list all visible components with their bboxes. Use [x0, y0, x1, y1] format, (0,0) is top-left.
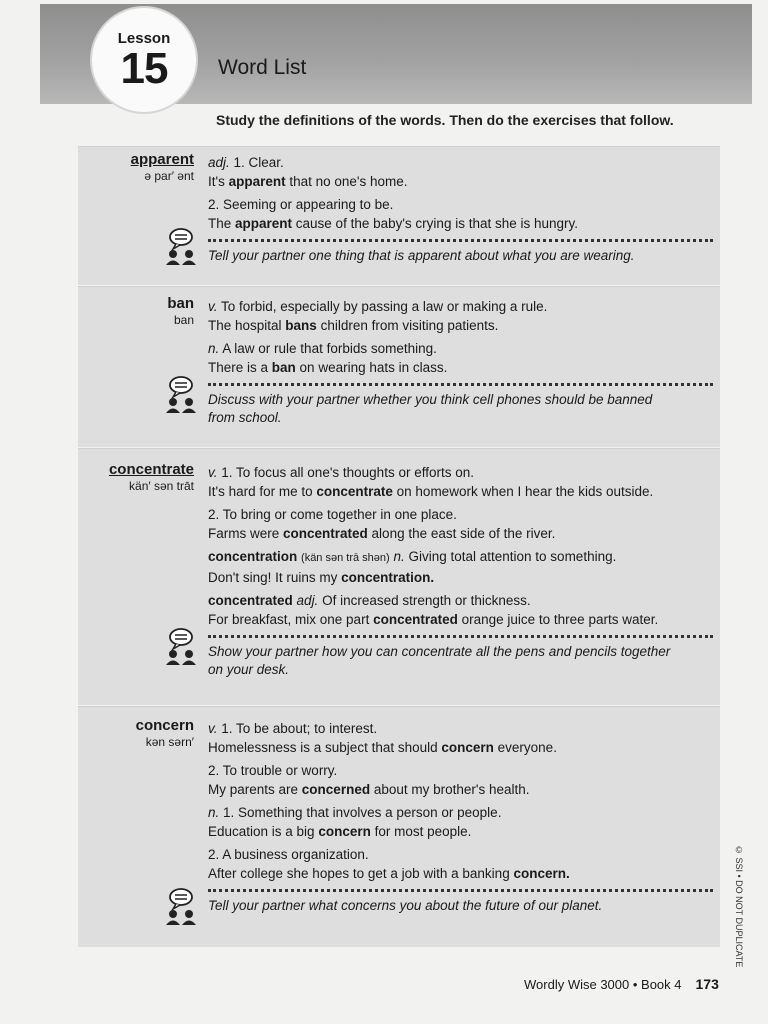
entry-definitions: v. To forbid, especially by passing a law or making a rule. The hospital bans children from visiting patients. n. A law or rule that forbids something. There is a ban on wearing hats in class. Discuss with your partner whether you think cell phones should be banned from school.	[208, 297, 713, 427]
partner-prompt-cont: from school.	[208, 410, 282, 425]
partner-prompt: Tell your partner one thing that is apparent about what you are wearing.	[208, 248, 635, 263]
dotted-divider	[208, 635, 713, 638]
page-number: 173	[695, 976, 719, 992]
copyright-notice: © SSI • DO NOT DUPLICATE	[734, 845, 744, 968]
partner-prompt-cont: on your desk.	[208, 662, 290, 677]
partner-discussion-icon	[164, 887, 198, 927]
book-title: Wordly Wise 3000 • Book 4	[524, 977, 682, 992]
lesson-number: 15	[120, 44, 168, 93]
entry-word: apparent	[130, 151, 194, 168]
entry-pronunciation: kän′ sən trāt	[129, 479, 194, 493]
entry-ban	[78, 286, 720, 447]
entry-apparent	[78, 146, 720, 285]
page-footer	[524, 976, 719, 992]
partner-prompt: Show your partner how you can concentrate all the pens and pencils together	[208, 644, 671, 659]
entry-concentrate	[78, 448, 720, 705]
entry-pronunciation: ban	[173, 313, 194, 327]
dotted-divider	[208, 383, 713, 386]
partner-discussion-icon	[164, 227, 198, 267]
lesson-badge	[92, 8, 196, 112]
partner-prompt: Discuss with your partner whether you think cell phones should be banned	[208, 392, 653, 407]
dotted-divider	[208, 889, 713, 892]
partner-discussion-icon	[164, 375, 198, 415]
entry-word: concentrate	[108, 461, 194, 478]
instructions: Study the definitions of the words. Then do the exercises that follow.	[216, 112, 674, 128]
entry-definitions: v. 1. To be about; to interest. Homelessness is a subject that should concern everyone. 2. To trouble or worry. My parents are concerned about my brother's health. n. 1. Something that involves a person or people. Education is a big concern for most people. 2. A business organization. After college she hopes to get a job with a banking concern. Tell your partner what concerns you about the future of our planet.	[208, 719, 713, 915]
entry-pronunciation: kən sərn′	[145, 735, 194, 749]
partner-prompt: Tell your partner what concerns you about the future of our planet.	[208, 898, 603, 913]
partner-discussion-icon	[164, 627, 198, 667]
entry-pronunciation: ə par′ ənt	[144, 169, 194, 183]
entry-word: ban	[167, 295, 194, 312]
entry-concern	[78, 706, 720, 947]
entry-definitions: adj. 1. Clear. It's apparent that no one's home. 2. Seeming or appearing to be. The apparent cause of the baby's crying is that she is hungry. Tell your partner one thing that is apparent about what you are wearing.	[208, 153, 713, 265]
dotted-divider	[208, 239, 713, 242]
entry-definitions: v. 1. To focus all one's thoughts or efforts on. It's hard for me to concentrate on homework when I hear the kids outside. 2. To bring or come together in one place. Farms were concentrated along the east side of the river. concentration (kän sən trā shən) n. Giving total attention to something. Don't sing! It ruins my concentration. concentrated adj. Of increased strength or thickness. For breakfast, mix one part concentrated orange juice to three parts water. Show your partner how you can concentrate all the pens and pencils together on your desk.	[208, 463, 713, 679]
lesson-label: Lesson	[117, 30, 171, 47]
entry-word: concern	[135, 717, 194, 734]
page-title: Word List	[218, 56, 307, 79]
